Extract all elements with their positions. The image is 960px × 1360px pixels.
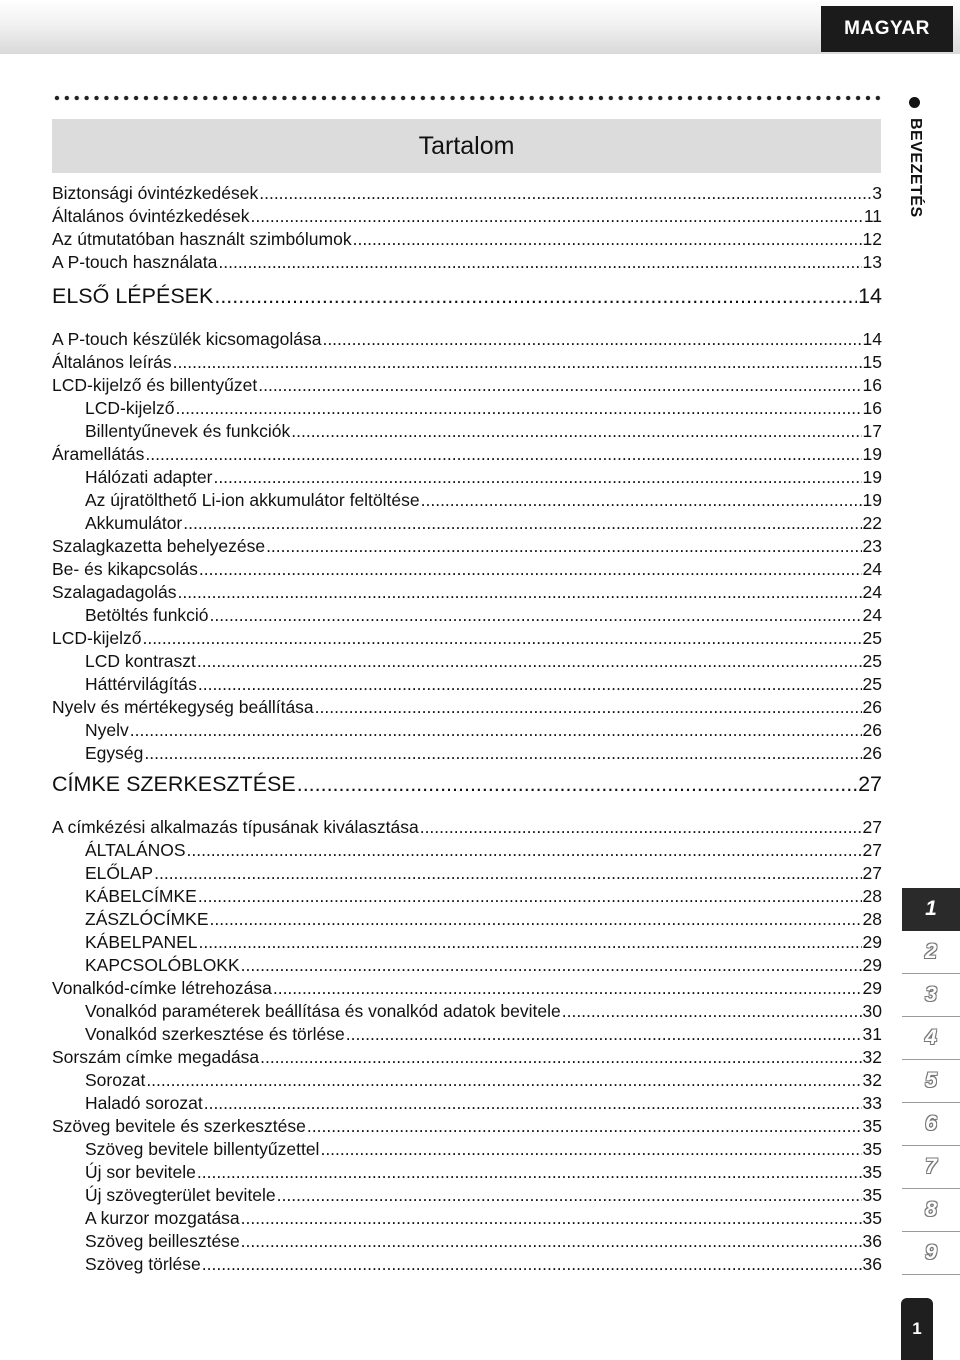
toc-subentry[interactable]: A kurzor mozgatása ..... 35	[52, 1208, 882, 1231]
toc-entry[interactable]: Szöveg bevitele és szerkesztése ..... 35	[52, 1116, 882, 1139]
chapter-tab-7[interactable]: 7	[902, 1146, 960, 1189]
toc-subentry[interactable]: Új sor bevitele ..... 35	[52, 1162, 882, 1185]
chapter-tab-3[interactable]: 3	[902, 974, 960, 1017]
toc-subentry[interactable]: Az újratölthető Li-ion akkumulátor feltöltése ..... 19	[52, 490, 882, 513]
chapter-tab-8[interactable]: 8	[902, 1189, 960, 1232]
toc-subentry[interactable]: LCD-kijelző ..... 16	[52, 398, 882, 421]
toc-entry[interactable]: Sorszám címke megadása ..... 32	[52, 1047, 882, 1070]
language-tab: MAGYAR	[821, 6, 953, 52]
toc-subentry[interactable]: Billentyűnevek és funkciók ..... 17	[52, 421, 882, 444]
toc-entry[interactable]: Szalagadagolás ..... 24	[52, 582, 882, 605]
toc-entry[interactable]: Szalagkazetta behelyezése ..... 23	[52, 536, 882, 559]
toc-entry[interactable]: Áramellátás ..... 19	[52, 444, 882, 467]
toc-subentry[interactable]: ZÁSZLÓCÍMKE ..... 28	[52, 909, 882, 932]
toc-subentry[interactable]: KÁBELPANEL ..... 29	[52, 932, 882, 955]
chapter-tab-1[interactable]: 1	[902, 888, 960, 931]
toc-subentry[interactable]: ELŐLAP ..... 27	[52, 863, 882, 886]
toc-subentry[interactable]: Háttérvilágítás ..... 25	[52, 674, 882, 697]
toc-subentry[interactable]: Akkumulátor ..... 22	[52, 513, 882, 536]
toc-subentry[interactable]: Nyelv ..... 26	[52, 720, 882, 743]
toc-subentry[interactable]: Szöveg törlése ..... 36	[52, 1254, 882, 1277]
chapter-tab-2[interactable]: 2	[902, 931, 960, 974]
page-number: 1	[901, 1298, 933, 1360]
toc-entry[interactable]: Vonalkód-címke létrehozása ..... 29	[52, 978, 882, 1001]
toc-entry[interactable]: A P-touch készülék kicsomagolása ..... 14	[52, 329, 882, 352]
toc-title-box	[52, 119, 881, 173]
toc-subentry[interactable]: Haladó sorozat ..... 33	[52, 1093, 882, 1116]
toc-subentry[interactable]: Szöveg beillesztése ..... 36	[52, 1231, 882, 1254]
toc-entry[interactable]: Biztonsági óvintézkedések ..... 3	[52, 183, 882, 206]
toc-chapter-heading[interactable]: CÍMKE SZERKESZTÉSE ..... 27	[52, 772, 882, 800]
chapter-tab-5[interactable]: 5	[902, 1060, 960, 1103]
toc-subentry[interactable]: Új szövegterület bevitele ..... 35	[52, 1185, 882, 1208]
chapter-tab-6[interactable]: 6	[902, 1103, 960, 1146]
toc-entry[interactable]: A címkézési alkalmazás típusának kiválasztása ..... 27	[52, 817, 882, 840]
toc-subentry[interactable]: ÁLTALÁNOS ..... 27	[52, 840, 882, 863]
toc-subentry[interactable]: Egység ..... 26	[52, 743, 882, 766]
section-label: BEVEZETÉS	[907, 118, 924, 218]
chapter-tabs	[902, 888, 960, 1275]
toc-subentry[interactable]: KÁBELCÍMKE ..... 28	[52, 886, 882, 909]
toc-entry[interactable]: Általános óvintézkedések ..... 11	[52, 206, 882, 229]
chapter-tab-9[interactable]: 9	[902, 1232, 960, 1275]
toc-entry[interactable]: LCD-kijelző és billentyűzet ..... 16	[52, 375, 882, 398]
toc-subentry[interactable]: Hálózati adapter ..... 19	[52, 467, 882, 490]
dotted-divider	[52, 95, 882, 101]
toc-entry[interactable]: Általános leírás ..... 15	[52, 352, 882, 375]
toc-subentry[interactable]: Sorozat ..... 32	[52, 1070, 882, 1093]
toc-entry[interactable]: LCD-kijelző ..... 25	[52, 628, 882, 651]
page-title: Tartalom	[418, 131, 515, 160]
toc-subentry[interactable]: Vonalkód paraméterek beállítása és vonalkód adatok bevitele ..... 30	[52, 1001, 882, 1024]
toc-subentry[interactable]: Vonalkód szerkesztése és törlése ..... 31	[52, 1024, 882, 1047]
toc-entry[interactable]: Nyelv és mértékegység beállítása ..... 26	[52, 697, 882, 720]
toc-subentry[interactable]: Szöveg bevitele billentyűzettel ..... 35	[52, 1139, 882, 1162]
toc-entry[interactable]: Az útmutatóban használt szimbólumok ..... 12	[52, 229, 882, 252]
toc-subentry[interactable]: KAPCSOLÓBLOKK ..... 29	[52, 955, 882, 978]
toc-chapter-heading[interactable]: ELSŐ LÉPÉSEK ..... 14	[52, 284, 882, 312]
top-bar	[0, 0, 960, 54]
section-bullet-icon	[909, 97, 920, 108]
toc-subentry[interactable]: LCD kontraszt ..... 25	[52, 651, 882, 674]
toc-entry[interactable]: A P-touch használata ..... 13	[52, 252, 882, 275]
toc-subentry[interactable]: Betöltés funkció ..... 24	[52, 605, 882, 628]
toc-entry[interactable]: Be- és kikapcsolás ..... 24	[52, 559, 882, 582]
chapter-tab-4[interactable]: 4	[902, 1017, 960, 1060]
